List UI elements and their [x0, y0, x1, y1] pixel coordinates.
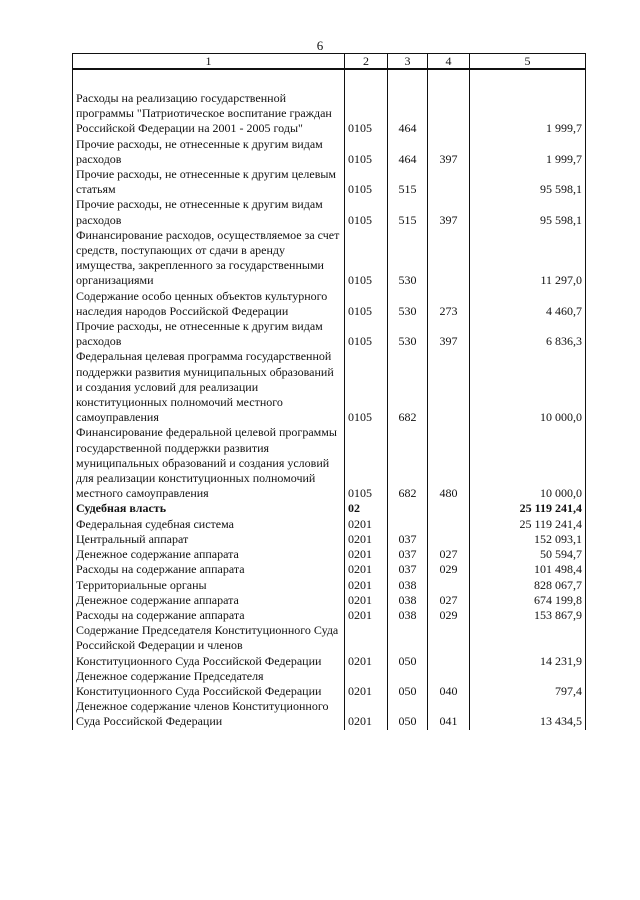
- row-expense-code: [428, 349, 470, 425]
- row-section-code: 0105: [345, 228, 388, 289]
- column-header-4: 4: [428, 54, 470, 70]
- table-row: [73, 289, 586, 319]
- row-amount: 4 460,7: [470, 289, 586, 319]
- row-name: Денежное содержание членов Конституционного Суда Российской Федерации: [73, 699, 345, 729]
- row-amount: 25 119 241,4: [470, 501, 586, 516]
- row-amount: 10 000,0: [470, 349, 586, 425]
- row-section-code: 0201: [345, 623, 388, 669]
- row-name: Расходы на содержание аппарата: [73, 562, 345, 577]
- column-header-2: 2: [345, 54, 388, 70]
- row-name: Денежное содержание аппарата: [73, 593, 345, 608]
- table-row: [73, 228, 586, 289]
- row-target-code: 530: [388, 289, 428, 319]
- table-row: [73, 532, 586, 547]
- row-name: Прочие расходы, не отнесенные к другим целевым статьям: [73, 167, 345, 197]
- row-target-code: 515: [388, 167, 428, 197]
- spacer-row: [73, 69, 586, 91]
- row-section-code: 02: [345, 501, 388, 516]
- table-row: [73, 608, 586, 623]
- row-expense-code: 027: [428, 593, 470, 608]
- table-row: [73, 547, 586, 562]
- row-expense-code: 397: [428, 197, 470, 227]
- row-target-code: [388, 517, 428, 532]
- table-row: [73, 562, 586, 577]
- row-amount: 153 867,9: [470, 608, 586, 623]
- row-expense-code: 029: [428, 608, 470, 623]
- row-target-code: [388, 501, 428, 516]
- row-amount: 50 594,7: [470, 547, 586, 562]
- row-amount: 95 598,1: [470, 167, 586, 197]
- table-row: [73, 593, 586, 608]
- row-target-code: 037: [388, 547, 428, 562]
- row-target-code: 530: [388, 319, 428, 349]
- row-target-code: 464: [388, 91, 428, 137]
- row-section-code: 0105: [345, 167, 388, 197]
- row-name: Содержание особо ценных объектов культурного наследия народов Российской Федерации: [73, 289, 345, 319]
- row-section-code: 0105: [345, 319, 388, 349]
- header-row: [73, 54, 586, 70]
- row-target-code: 050: [388, 623, 428, 669]
- row-expense-code: 029: [428, 562, 470, 577]
- row-target-code: 038: [388, 578, 428, 593]
- row-amount: 101 498,4: [470, 562, 586, 577]
- row-name: Территориальные органы: [73, 578, 345, 593]
- page-number: 6: [316, 38, 324, 53]
- row-amount: 1 999,7: [470, 137, 586, 167]
- row-amount: 13 434,5: [470, 699, 586, 729]
- row-section-code: 0201: [345, 532, 388, 547]
- row-section-code: 0201: [345, 608, 388, 623]
- row-name: Судебная власть: [73, 501, 345, 516]
- row-name: Федеральная целевая программа государственной поддержки развития муниципальных образований и создания условий для реализации конституционных полномочий местного самоуправления: [73, 349, 345, 425]
- row-expense-code: [428, 167, 470, 197]
- table-row: [73, 137, 586, 167]
- row-section-code: 0201: [345, 517, 388, 532]
- row-amount: 14 231,9: [470, 623, 586, 669]
- row-name: Финансирование федеральной целевой программы государственной поддержки развития муниципальных образований и создания условий для реализации конституционных полномочий местного самоуправления: [73, 425, 345, 501]
- row-amount: 152 093,1: [470, 532, 586, 547]
- row-expense-code: 041: [428, 699, 470, 729]
- column-header-3: 3: [388, 54, 428, 70]
- row-target-code: 037: [388, 562, 428, 577]
- row-target-code: 515: [388, 197, 428, 227]
- row-expense-code: [428, 228, 470, 289]
- row-name: Финансирование расходов, осуществляемое за счет средств, поступающих от сдачи в аренду имущества, закрепленного за государственными организациями: [73, 228, 345, 289]
- row-name: Прочие расходы, не отнесенные к другим видам расходов: [73, 197, 345, 227]
- row-section-code: 0105: [345, 289, 388, 319]
- column-header-1: 1: [73, 54, 345, 70]
- row-amount: 1 999,7: [470, 91, 586, 137]
- row-amount: 11 297,0: [470, 228, 586, 289]
- row-amount: 10 000,0: [470, 425, 586, 501]
- row-section-code: 0201: [345, 562, 388, 577]
- row-expense-code: [428, 623, 470, 669]
- row-name: Содержание Председателя Конституционного Суда Российской Федерации и членов Конституционного Суда Российской Федерации: [73, 623, 345, 669]
- table-row: [73, 669, 586, 699]
- row-target-code: 050: [388, 699, 428, 729]
- row-expense-code: 397: [428, 319, 470, 349]
- row-expense-code: [428, 501, 470, 516]
- table-row: [73, 91, 586, 137]
- row-expense-code: 397: [428, 137, 470, 167]
- row-expense-code: [428, 578, 470, 593]
- row-name: Федеральная судебная система: [73, 517, 345, 532]
- row-expense-code: 480: [428, 425, 470, 501]
- row-section-code: 0105: [345, 349, 388, 425]
- row-name: Расходы на реализацию государственной программы "Патриотическое воспитание граждан Российской Федерации на 2001 - 2005 годы": [73, 91, 345, 137]
- row-target-code: 038: [388, 593, 428, 608]
- row-expense-code: 273: [428, 289, 470, 319]
- row-expense-code: [428, 91, 470, 137]
- table-row: [73, 517, 586, 532]
- row-amount: 797,4: [470, 669, 586, 699]
- row-section-code: 0201: [345, 669, 388, 699]
- row-section-code: 0201: [345, 593, 388, 608]
- row-target-code: 682: [388, 349, 428, 425]
- row-amount: 828 067,7: [470, 578, 586, 593]
- row-name: Прочие расходы, не отнесенные к другим видам расходов: [73, 319, 345, 349]
- row-amount: 6 836,3: [470, 319, 586, 349]
- table-row: [73, 425, 586, 501]
- row-name: Денежное содержание аппарата: [73, 547, 345, 562]
- row-amount: 25 119 241,4: [470, 517, 586, 532]
- row-target-code: 050: [388, 669, 428, 699]
- row-section-code: 0105: [345, 425, 388, 501]
- row-section-code: 0105: [345, 91, 388, 137]
- row-target-code: 037: [388, 532, 428, 547]
- row-amount: 674 199,8: [470, 593, 586, 608]
- row-expense-code: 040: [428, 669, 470, 699]
- row-target-code: 682: [388, 425, 428, 501]
- row-target-code: 530: [388, 228, 428, 289]
- table-row: [73, 623, 586, 669]
- row-section-code: 0105: [345, 137, 388, 167]
- row-amount: 95 598,1: [470, 197, 586, 227]
- row-expense-code: [428, 517, 470, 532]
- row-expense-code: [428, 532, 470, 547]
- budget-table: [72, 53, 586, 730]
- row-name: Денежное содержание Председателя Конституционного Суда Российской Федерации: [73, 669, 345, 699]
- column-header-5: 5: [470, 54, 586, 70]
- table-row: [73, 167, 586, 197]
- row-name: Прочие расходы, не отнесенные к другим видам расходов: [73, 137, 345, 167]
- table-row: [73, 501, 586, 516]
- row-section-code: 0201: [345, 547, 388, 562]
- row-name: Центральный аппарат: [73, 532, 345, 547]
- table-row: [73, 197, 586, 227]
- table-row: [73, 578, 586, 593]
- table-row: [73, 699, 586, 729]
- table-row: [73, 319, 586, 349]
- row-section-code: 0105: [345, 197, 388, 227]
- row-target-code: 038: [388, 608, 428, 623]
- row-name: Расходы на содержание аппарата: [73, 608, 345, 623]
- row-section-code: 0201: [345, 699, 388, 729]
- row-target-code: 464: [388, 137, 428, 167]
- row-expense-code: 027: [428, 547, 470, 562]
- table-row: [73, 349, 586, 425]
- row-section-code: 0201: [345, 578, 388, 593]
